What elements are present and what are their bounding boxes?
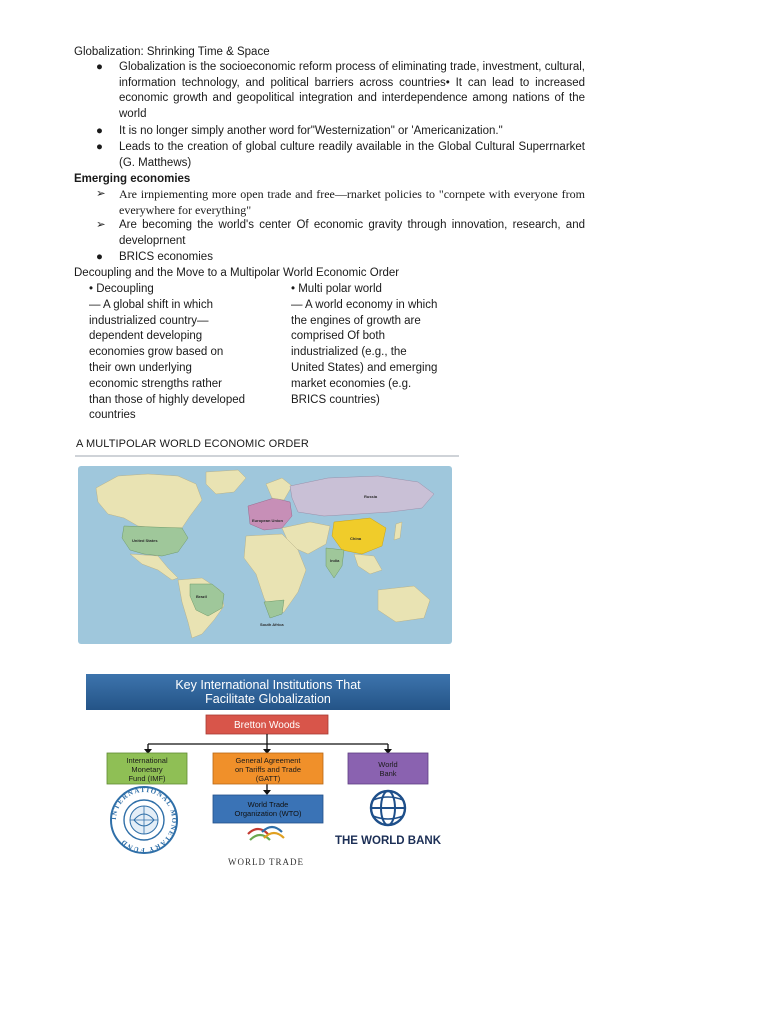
list-item: [96, 187, 585, 218]
wto-logo: [228, 827, 304, 867]
column-line: their own underlying: [89, 361, 192, 374]
bullet-icon: ●: [96, 141, 103, 153]
column-line: — A world economy in which: [291, 298, 438, 311]
arrow-bullet-icon: ➢: [96, 219, 106, 231]
map-label-india: India: [330, 558, 340, 563]
column-line: — A global shift in which: [89, 298, 214, 311]
list-item: [96, 140, 585, 171]
bullet-icon: ●: [96, 251, 103, 263]
decoupling-column: [89, 282, 279, 424]
multipolar-column: [291, 282, 471, 408]
bullet-text: Leads to the creation of global culture readily available in the Global Cultural Superrnarket (G. Matthews): [119, 141, 585, 169]
world-bank-label-line: Bank: [379, 769, 397, 778]
divider: [75, 455, 459, 457]
map-label-eu: European Union: [252, 518, 283, 523]
imf-label-line: Monetary: [131, 765, 163, 774]
map-label-us: United States: [132, 538, 158, 543]
banner-line-1: Key International Institutions That: [175, 678, 361, 692]
map-label-china: China: [350, 536, 362, 541]
bretton-woods-label: Bretton Woods: [234, 720, 300, 731]
column-line: market economies (e.g.: [291, 377, 412, 390]
imf-label-line: International: [126, 756, 168, 765]
bullet-text: BRICS economies: [119, 251, 213, 263]
map-label-russia: Russia: [364, 494, 378, 499]
column-line: United States) and emerging: [291, 361, 438, 374]
imf-label-line: Fund (IMF): [128, 774, 166, 783]
column-line: than those of highly developed: [89, 393, 246, 406]
institutions-diagram: [86, 672, 452, 872]
map-title: A MULTIPOLAR WORLD ECONOMIC ORDER: [76, 438, 309, 450]
gatt-label-line: General Agreement: [235, 756, 301, 765]
column-line: economies grow based on: [89, 346, 224, 359]
column-line: dependent developing: [89, 330, 203, 343]
arrow-item-text: Are becoming the world's center Of economic gravity through innovation, research, and developrnent: [119, 219, 585, 247]
column-line: the engines of growth are: [291, 314, 421, 327]
imf-seal-logo: [110, 786, 178, 854]
world-bank-label-line: World: [378, 760, 398, 769]
section-heading-globalization: Globalization: Shrinking Time & Space: [74, 46, 270, 58]
map-label-brazil: Brazil: [196, 594, 207, 599]
section-heading-emerging: Emerging economies: [74, 173, 191, 185]
list-item: [96, 124, 585, 140]
column-line: countries: [89, 409, 136, 422]
svg-text:INTERNATIONAL MONETARY FUND: INTERNATIONAL MONETARY FUND: [109, 785, 179, 855]
decoupling-title: • Decoupling: [89, 283, 154, 295]
column-line: economic strengths rather: [89, 377, 222, 390]
world-map-graphic: [78, 466, 452, 644]
bullet-icon: ●: [96, 125, 103, 137]
banner-line-2: Facilitate Globalization: [205, 692, 331, 706]
column-line: comprised Of both: [291, 330, 385, 343]
column-line: industrialized (e.g., the: [291, 346, 407, 359]
bullet-text: It is no longer simply another word for"Westernization" or 'Americanization.": [119, 125, 503, 137]
gatt-label-line: on Tariffs and Trade: [234, 765, 302, 774]
list-item: [96, 250, 585, 266]
section-heading-decoupling: Decoupling and the Move to a Multipolar World Economic Order: [74, 267, 400, 279]
wto-label-line: Organization (WTO): [234, 809, 302, 818]
multipolar-title: • Multi polar world: [291, 283, 382, 295]
world-bank-logo: [335, 791, 442, 847]
wto-logo-text: WORLD TRADE: [227, 857, 305, 867]
list-item: [96, 218, 585, 249]
gatt-label-line: (GATT): [255, 774, 281, 783]
bullet-icon: ●: [96, 61, 103, 73]
world-map: [78, 466, 452, 644]
world-bank-logo-text: THE WORLD BANK: [334, 835, 442, 847]
column-line: industrialized country—: [89, 314, 209, 327]
arrow-bullet-icon: ➢: [96, 188, 106, 200]
arrow-item-text: Are irnpiementing more open trade and free—rnarket policies to "cornpete with everyone from everywhere for everything": [119, 187, 585, 217]
bullet-text: Globalization is the socioeconomic reform process of eliminating trade, investment, cultural, information technology, and political barriers across countries• It can lead to increased economic growth and geopolitical integration and interdependence among nations of the world: [119, 61, 585, 120]
list-item: [96, 60, 585, 122]
column-line: BRICS countries): [291, 393, 380, 406]
wto-label-line: World Trade: [247, 800, 289, 809]
institutions-graphic: [86, 672, 452, 872]
map-label-south-africa: South Africa: [260, 622, 284, 627]
